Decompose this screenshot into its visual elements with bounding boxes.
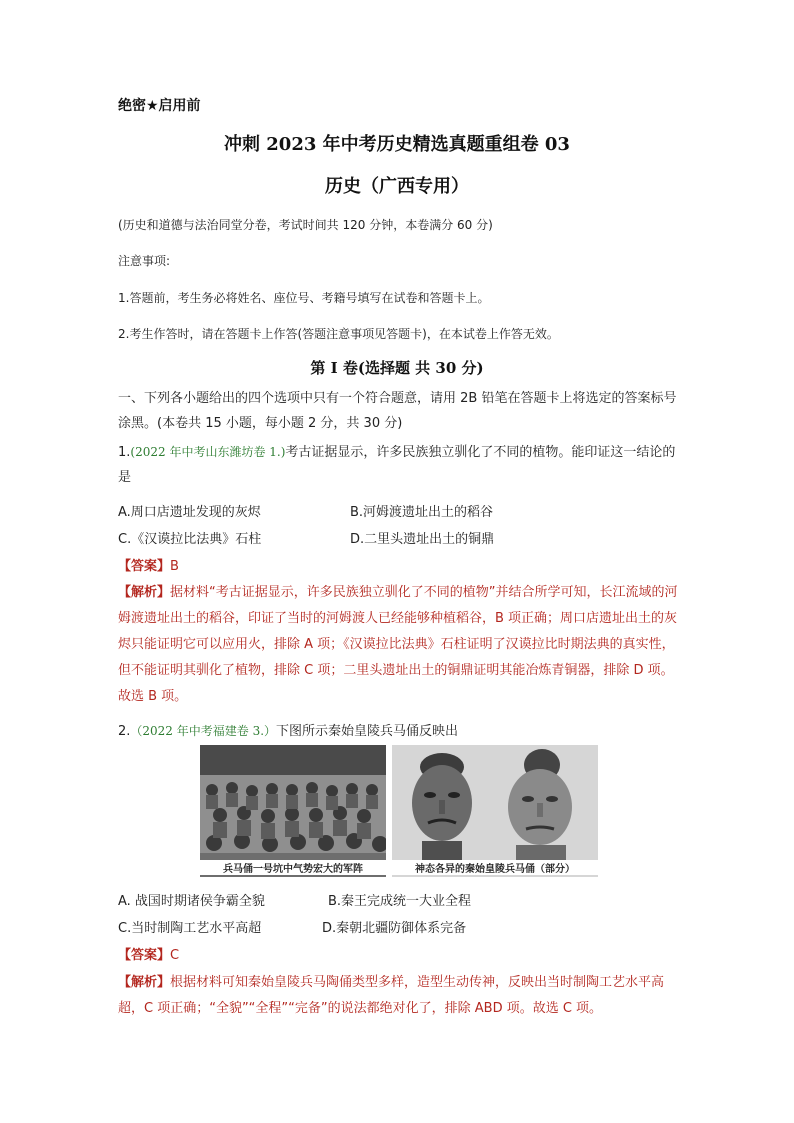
option-b: B.河姆渡遗址出土的稻谷 <box>350 505 494 520</box>
question-text: 考古证据显示，许多民族独立驯化了不同的植物。能印证这一结论的是 <box>118 445 676 485</box>
option-c: C.当时制陶工艺水平高超 <box>118 921 262 936</box>
question-2-answer <box>118 944 179 963</box>
notice-item: 1.答题前，考生务必将姓名、座位号、考籍号填写在试卷和答题卡上。 <box>118 291 490 305</box>
option-d: D.秦朝北疆防御体系完备 <box>322 921 467 936</box>
army-pit-illustration <box>200 745 386 877</box>
notice-heading: 注意事项: <box>118 254 171 268</box>
option-d: D.二里头遗址出土的铜鼎 <box>350 532 495 547</box>
analysis-text: 根据材料可知秦始皇陵兵马陶俑类型多样，造型生动传神，反映出当时制陶工艺水平高超，C 项正确；“全貌”“全程”“完备”的说法都绝对化了，排除 ABD 项。故选 C 项。 <box>118 975 665 1016</box>
question-1-stem <box>118 440 684 490</box>
answer-value: B <box>170 559 179 574</box>
question-source: （2022 年中考福建卷 3.） <box>130 724 277 738</box>
photo-caption: 兵马俑一号坑中气势宏大的军阵 <box>200 860 386 875</box>
question-number: 1. <box>118 445 131 460</box>
exam-subtitle: 历史（广西专用） <box>325 176 469 197</box>
question-text: 下图所示秦始皇陵兵马俑反映出 <box>276 724 459 739</box>
question-2-analysis <box>118 970 684 1022</box>
warrior-faces-illustration <box>392 745 598 877</box>
question-source: (2022 年中考山东潍坊卷 1.) <box>130 445 286 459</box>
option-a: A. 战国时期诸侯争霸全貌 <box>118 894 265 909</box>
secret-mark: 绝密★启用前 <box>118 98 201 114</box>
terracotta-army-photo <box>200 745 386 877</box>
photo-caption: 神态各异的秦始皇陵兵马俑（部分） <box>392 860 598 875</box>
question-number: 2. <box>118 724 131 739</box>
section-title: 第 I 卷(选择题 共 30 分) <box>310 359 484 377</box>
answer-value: C <box>170 948 180 963</box>
analysis-label: 【解析】 <box>118 585 171 600</box>
exam-note: (历史和道德与法治同堂分卷，考试时间共 120 分钟，本卷满分 60 分) <box>118 218 493 232</box>
answer-label: 【答案】 <box>118 948 171 963</box>
question-2-stem <box>118 720 458 739</box>
option-c: C.《汉谟拉比法典》石柱 <box>118 532 262 547</box>
option-b: B.秦王完成统一大业全程 <box>328 894 472 909</box>
section-intro: 一、下列各小题给出的四个选项中只有一个符合题意，请用 2B 铅笔在答题卡上将选定的答案标号涂黑。(本卷共 15 小题，每小题 2 分，共 30 分) <box>118 391 677 431</box>
question-1-analysis <box>118 580 684 710</box>
exam-title: 冲刺 2023 年中考历史精选真题重组卷 03 <box>224 134 570 155</box>
option-a: A.周口店遗址发现的灰烬 <box>118 505 261 520</box>
analysis-text: 据材料“考古证据显示，许多民族独立驯化了不同的植物”并结合所学可知，长江流域的河姆渡遗址出土的稻谷，印证了当时的河姆渡人已经能够种植稻谷，B 项正确；周口店遗址出土的灰烬只能证明它可以应用火，排除 A 项；《汉谟拉比法典》石柱证明了汉谟拉比时期法典的真实性，但不能证明其驯化了植物，排除 C 项；二里头遗址出土的铜鼎证明其能冶炼青铜器，排除 D 项。故选 B 项。 <box>118 585 678 704</box>
notice-item: 2.考生作答时，请在答题卡上作答(答题注意事项见答题卡)，在本试卷上作答无效。 <box>118 327 559 341</box>
question-1-answer <box>118 555 179 574</box>
analysis-label: 【解析】 <box>118 975 171 990</box>
terracotta-warrior-faces-photo <box>392 745 598 877</box>
answer-label: 【答案】 <box>118 559 171 574</box>
